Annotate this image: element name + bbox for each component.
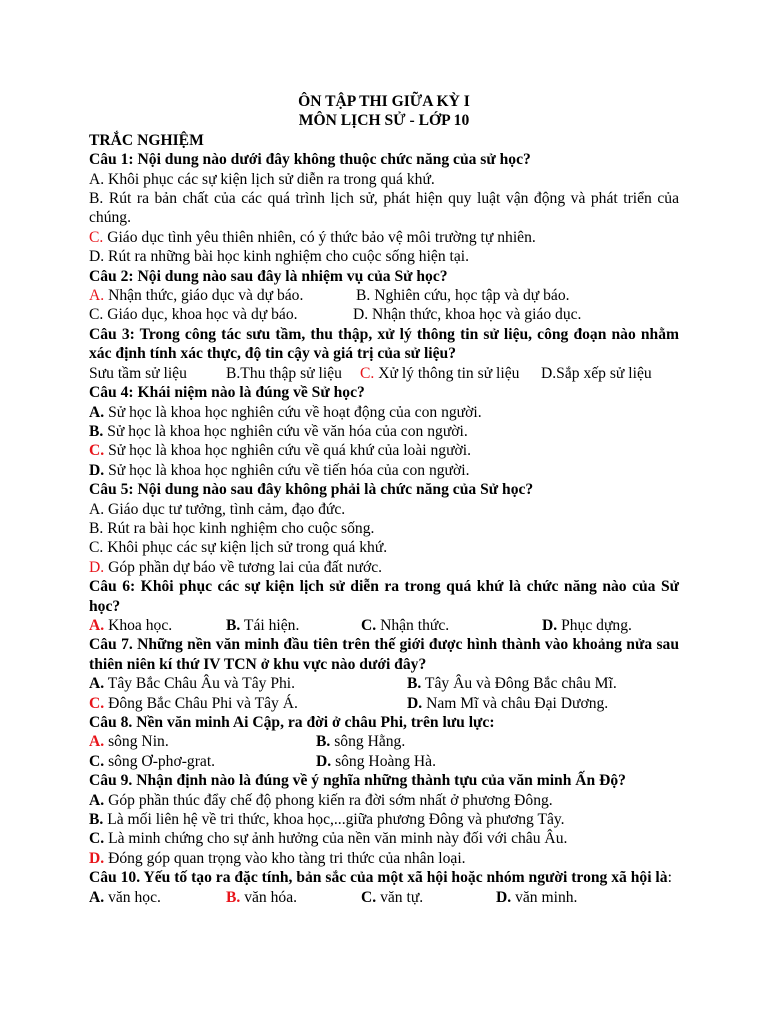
option-c: C. sông Ơ-phơ-grat. (89, 752, 216, 770)
options-row (89, 364, 679, 383)
correct-letter: C. (360, 364, 375, 382)
option-d: D. văn minh. (496, 888, 578, 906)
option-b: B. Tây Âu và Đông Bắc châu Mĩ. (407, 675, 617, 693)
option-d: D. Nam Mĩ và châu Đại Dương. (407, 694, 609, 712)
option-b: B.Thu thập sử liệu (226, 364, 342, 382)
option-d: D. Sử học là khoa học nghiên cứu về tiến hóa của con người. (89, 461, 470, 479)
question-5 (89, 480, 679, 577)
option-c: C. Giáo dục, khoa học và dự báo. (89, 306, 298, 324)
question-text: Câu 7. Những nền văn minh đầu tiên trên thế giới được hình thành vào khoảng nửa sau thiên niên kí thứ IV TCN ở khu vực nào dưới đây? (89, 636, 679, 673)
question-text: Câu 6: Khôi phục các sự kiện lịch sử diễn ra trong quá khứ là chức năng nào của Sử học? (89, 578, 679, 615)
question-8 (89, 713, 679, 771)
question-text: Câu 4: Khái niệm nào là đúng về Sử học? (89, 384, 365, 402)
option-b: B. Nghiên cứu, học tập và dự báo. (356, 287, 570, 305)
question-text: Câu 2: Nội dung nào sau đây là nhiệm vụ của Sử học? (89, 267, 448, 285)
option-a: Sưu tầm sử liệu (89, 364, 187, 382)
option-b: B. Rút ra bản chất của các quá trình lịch sử, phát hiện quy luật vận động và phát triển của chúng. (89, 190, 679, 227)
option-b: B. văn hóa. (226, 888, 298, 906)
option-d: D. Rút ra những bài học kinh nghiệm cho cuộc sống hiện tại. (89, 248, 470, 266)
question-text: Câu 1: Nội dung nào dưới đây không thuộc chức năng của sử học? (89, 151, 531, 169)
correct-letter: A. (89, 287, 105, 305)
option-c: C. Xử lý thông tin sử liệu (360, 364, 520, 382)
option-a: A. Góp phần thúc đẩy chế độ phong kiến ra đời sớm nhất ở phương Đông. (89, 791, 553, 809)
question-text: Câu 10. Yếu tố tạo ra đặc tính, bản sắc của một xã hội hoặc nhóm người trong xã hội là: (89, 869, 672, 887)
option-c: C. Đông Bắc Châu Phi và Tây Á. (89, 694, 298, 712)
section-heading: TRẮC NGHIỆM (89, 131, 204, 149)
options-row (89, 888, 679, 907)
option-b: B. Sử học là khoa học nghiên cứu về văn hóa của con người. (89, 422, 468, 440)
question-text: Câu 5: Nội dung nào sau đây không phải là chức năng của Sử học? (89, 481, 534, 499)
option-b: B. Tái hiện. (226, 616, 300, 634)
options-row (89, 752, 679, 771)
question-text: Câu 3: Trong công tác sưu tầm, thu thập, xử lý thông tin sử liệu, công đoạn nào nhằm xác định tính xác thực, độ tin cậy và giá trị của sử liệu? (89, 325, 679, 363)
title-line-1: ÔN TẬP THI GIỮA KỲ I (298, 93, 470, 110)
correct-letter: C. (89, 694, 105, 712)
option-a: A. sông Nin. (89, 733, 169, 751)
correct-letter: C. (89, 442, 105, 460)
option-c: C. Khôi phục các sự kiện lịch sử trong quá khứ. (89, 539, 388, 557)
options-row (89, 305, 679, 324)
question-text: Câu 8. Nền văn minh Ai Cập, ra đời ở châu Phi, trên lưu lực: (89, 714, 495, 731)
option-d: D. Đóng góp quan trọng vào kho tàng tri thức của nhân loại. (89, 849, 466, 867)
option-a: A. Tây Bắc Châu Âu và Tây Phi. (89, 675, 296, 693)
option-b: B. Rút ra bài học kinh nghiệm cho cuộc sống. (89, 519, 375, 537)
option-d: D. sông Hoàng Hà. (316, 752, 436, 770)
question-1 (89, 150, 679, 266)
options-row (89, 674, 679, 693)
correct-letter: A. (89, 733, 105, 751)
options-row (89, 616, 679, 635)
option-a: A. Khôi phục các sự kiện lịch sử diễn ra trong quá khứ. (89, 170, 435, 188)
option-a: A. Giáo dục tư tưởng, tình cảm, đạo đức. (89, 500, 346, 518)
question-9 (89, 771, 679, 868)
options-row (89, 694, 679, 713)
correct-letter: C. (89, 228, 104, 246)
question-10 (89, 868, 679, 907)
option-d: D. Nhận thức, khoa học và giáo dục. (353, 306, 582, 324)
question-4 (89, 383, 679, 480)
question-3 (89, 325, 679, 383)
option-c: C. Sử học là khoa học nghiên cứu về quá khứ của loài người. (89, 442, 472, 460)
question-2 (89, 267, 679, 325)
option-a: A. văn học. (89, 888, 161, 906)
option-b: B. sông Hằng. (316, 733, 406, 751)
option-c: C. Là minh chứng cho sự ảnh hưởng của nền văn minh này đối với châu Âu. (89, 830, 568, 848)
correct-letter: A. (89, 616, 105, 634)
options-row (89, 286, 679, 305)
question-7 (89, 635, 679, 713)
option-c: C. Nhận thức. (361, 616, 450, 634)
option-d: D. Góp phần dự báo về tương lai của đất nước. (89, 558, 383, 576)
option-b: B. Là mối liên hệ về tri thức, khoa học,...giữa phương Đông và phương Tây. (89, 811, 565, 829)
title-line-2: MÔN LỊCH SỬ - LỚP 10 (298, 112, 470, 130)
option-c: C. Giáo dục tình yêu thiên nhiên, có ý thức bảo vệ môi trường tự nhiên. (89, 228, 536, 246)
options-row (89, 732, 679, 751)
option-a: A. Nhận thức, giáo dục và dự báo. (89, 287, 304, 305)
question-6 (89, 577, 679, 635)
correct-letter: D. (89, 849, 105, 867)
option-a: A. Sử học là khoa học nghiên cứu về hoạt động của con người. (89, 403, 482, 421)
correct-letter: B. (226, 888, 241, 906)
option-a: A. Khoa học. (89, 616, 173, 634)
option-c: C. văn tự. (361, 888, 424, 906)
option-d: D. Phục dựng. (542, 616, 632, 634)
correct-letter: D. (89, 558, 105, 576)
option-d: D.Sắp xếp sử liệu (541, 364, 652, 382)
document-page (89, 92, 679, 907)
question-text: Câu 9. Nhận định nào là đúng về ý nghĩa những thành tựu của văn minh Ấn Độ? (89, 772, 626, 790)
